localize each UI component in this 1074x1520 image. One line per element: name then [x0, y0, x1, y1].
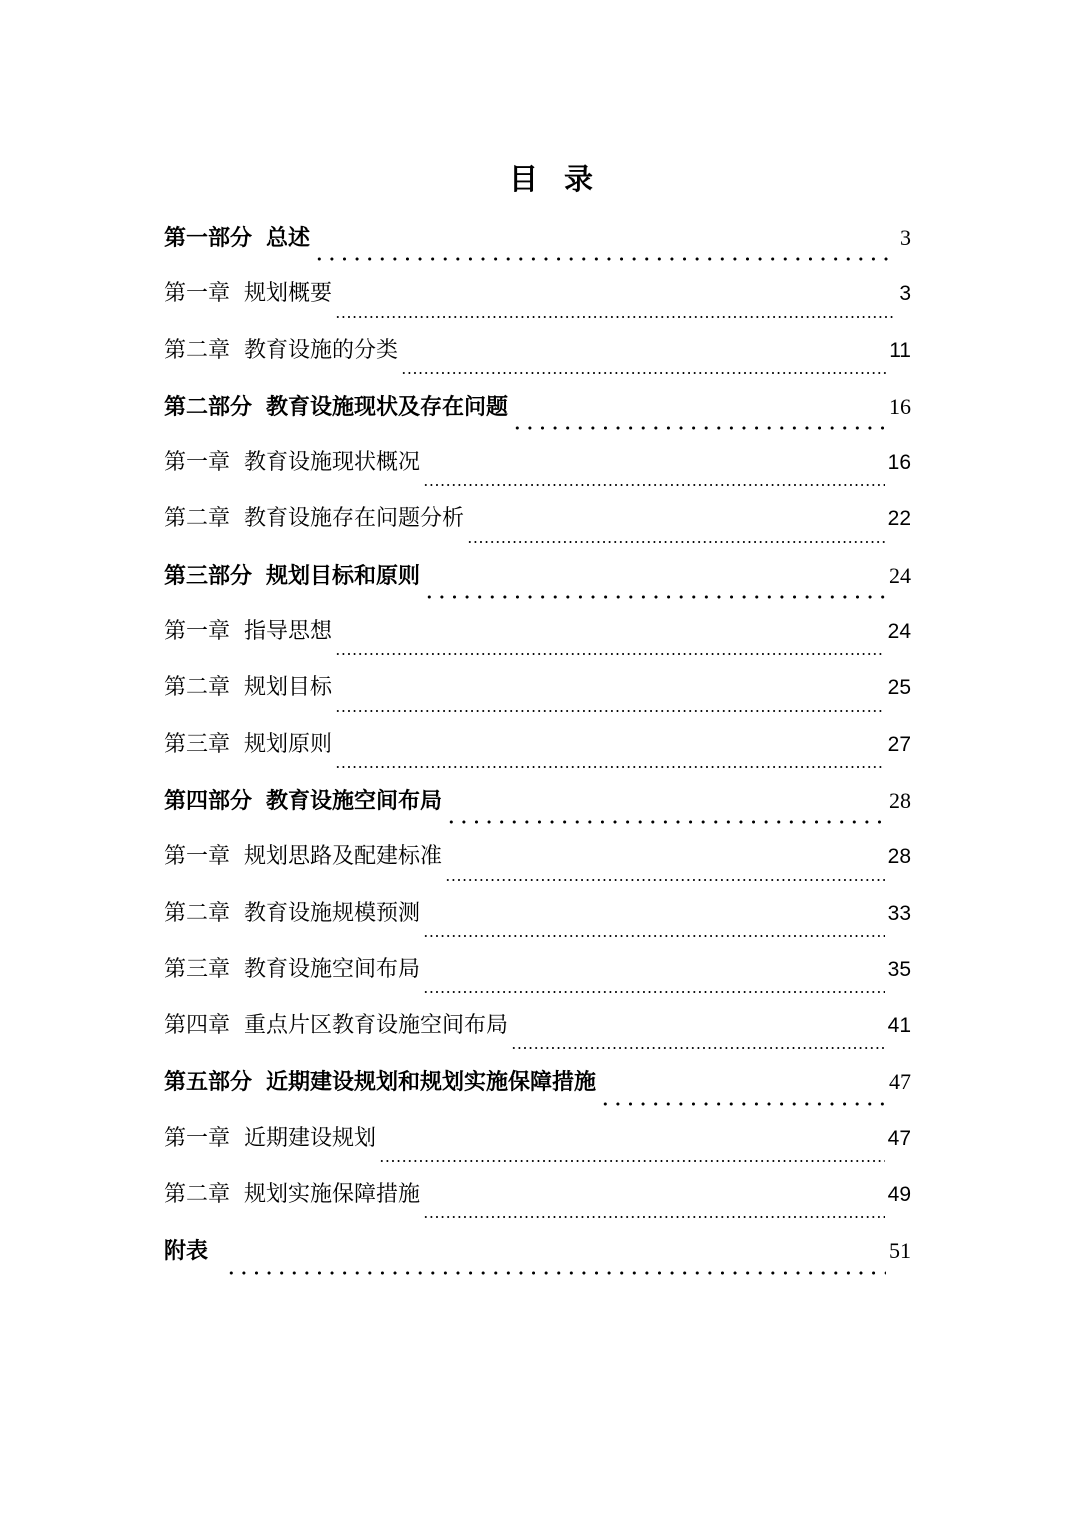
toc-entry-label — [164, 779, 442, 823]
toc-entry-part[interactable] — [164, 779, 911, 835]
toc-entry-title: 规划目标和原则 — [266, 562, 421, 589]
toc-entry-part[interactable] — [164, 385, 911, 441]
toc-entry-page-number: 41 — [887, 1014, 911, 1038]
toc-entry-number: 第三章 — [164, 956, 231, 982]
toc-entry-page-number: 27 — [887, 732, 911, 756]
toc-entry-number: 第一章 — [164, 1125, 231, 1151]
toc-dot-leader — [599, 1083, 886, 1107]
toc-entry-label — [164, 329, 398, 373]
toc-entry-number: 第一章 — [164, 281, 231, 307]
toc-entry-label — [164, 497, 464, 541]
toc-entry-number: 第一部分 — [164, 225, 253, 251]
toc-entry-number: 第一章 — [164, 619, 231, 645]
toc-entry-page-number: 51 — [889, 1238, 911, 1264]
toc-entry-label — [164, 610, 332, 654]
toc-entry-number: 第二章 — [164, 675, 231, 701]
toc-entry-label — [164, 948, 420, 992]
toc-entry-part[interactable] — [164, 216, 911, 272]
toc-entry-page-number: 25 — [887, 676, 911, 700]
toc-dot-leader — [313, 238, 897, 262]
toc-entry-title: 教育设施的分类 — [244, 337, 399, 363]
toc-dot-leader — [423, 914, 885, 938]
toc-entry-label — [164, 1004, 508, 1048]
toc-dot-leader — [401, 351, 886, 375]
toc-entry-label — [164, 1229, 222, 1273]
toc-entry-label — [164, 441, 420, 485]
toc-entry-number: 第一章 — [164, 844, 231, 870]
toc-entry-title: 规划思路及配建标准 — [244, 844, 443, 870]
toc-entry-label — [164, 1060, 596, 1104]
toc-entry-page-number: 28 — [887, 845, 911, 869]
toc-dot-leader — [423, 1195, 885, 1219]
toc-entry-part[interactable] — [164, 554, 911, 610]
toc-entry-title: 教育设施规模预测 — [244, 900, 421, 926]
toc-entry-page-number: 33 — [887, 901, 911, 925]
toc-entry-chapter[interactable] — [164, 666, 911, 722]
toc-entry-number: 第二部分 — [164, 393, 253, 420]
toc-entry-page-number: 49 — [887, 1183, 911, 1207]
toc-entry-page-number: 35 — [887, 957, 911, 981]
toc-entry-chapter[interactable] — [164, 497, 911, 553]
toc-entry-chapter[interactable] — [164, 1117, 911, 1173]
toc-entry-page-number: 47 — [889, 1069, 911, 1095]
toc-entry-title: 重点片区教育设施空间布局 — [244, 1013, 509, 1039]
toc-dot-leader — [423, 576, 886, 600]
toc-entry-number: 第二章 — [164, 337, 231, 363]
toc-entry-chapter[interactable] — [164, 723, 911, 779]
toc-entry-page-number: 3 — [899, 282, 911, 306]
toc-entry-title: 教育设施现状及存在问题 — [266, 393, 509, 420]
toc-entry-title: 总述 — [266, 225, 311, 251]
toc-entry-title: 规划目标 — [244, 675, 333, 701]
toc-dot-leader — [445, 801, 886, 825]
toc-entry-label — [164, 1117, 376, 1161]
toc-entry-title: 指导思想 — [244, 619, 333, 645]
toc-entry-page-number: 11 — [889, 338, 911, 362]
toc-entry-chapter[interactable] — [164, 441, 911, 497]
toc-dot-leader — [511, 1026, 885, 1050]
toc-entry-page-number: 24 — [887, 620, 911, 644]
toc-entry-title: 规划实施保障措施 — [244, 1182, 421, 1208]
toc-entry-label — [164, 385, 508, 429]
toc-entry-label — [164, 892, 420, 936]
toc-entry-chapter[interactable] — [164, 1004, 911, 1060]
toc-entry-number: 第四章 — [164, 1013, 231, 1039]
toc-dot-leader — [511, 407, 886, 431]
toc-entry-title: 教育设施空间布局 — [266, 787, 443, 814]
toc-dot-leader — [423, 463, 885, 487]
toc-entry-part[interactable] — [164, 1060, 911, 1116]
toc-entry-title: 教育设施空间布局 — [244, 956, 421, 982]
toc-entry-number: 第四部分 — [164, 787, 253, 814]
toc-dot-leader — [445, 858, 885, 882]
toc-entry-number: 第一章 — [164, 450, 231, 476]
toc-entry-title: 规划概要 — [244, 281, 333, 307]
toc-entry-number: 附表 — [164, 1238, 209, 1265]
toc-entry-title: 教育设施现状概况 — [244, 450, 421, 476]
toc-dot-leader — [467, 520, 885, 544]
toc-dot-leader — [335, 689, 885, 713]
toc-entry-chapter[interactable] — [164, 835, 911, 891]
toc-entry-number: 第三部分 — [164, 562, 253, 589]
toc-entry-page-number: 3 — [900, 225, 911, 250]
toc-entry-label — [164, 216, 310, 260]
toc-entry-label — [164, 835, 442, 879]
toc-entry-page-number: 22 — [887, 507, 911, 531]
toc-entry-title: 教育设施存在问题分析 — [244, 506, 465, 532]
toc-entry-page-number: 28 — [889, 787, 911, 813]
toc-dot-leader — [423, 970, 885, 994]
toc-entry-page-number: 16 — [889, 393, 911, 419]
toc-entry-title: 近期建设规划 — [244, 1125, 377, 1151]
toc-entry-label — [164, 666, 332, 710]
toc-entry-label — [164, 554, 420, 598]
toc-entry-label — [164, 272, 332, 316]
toc-entry-chapter[interactable] — [164, 892, 911, 948]
toc-dot-leader — [225, 1252, 886, 1276]
toc-entry-title: 近期建设规划和规划实施保障措施 — [266, 1069, 597, 1096]
toc-entry-title: 规划原则 — [244, 731, 333, 757]
toc-entry-appendix[interactable] — [164, 1229, 911, 1285]
toc-entry-page-number: 47 — [887, 1126, 911, 1150]
toc-title: 目录 — [508, 162, 619, 196]
toc-entry-chapter[interactable] — [164, 1173, 911, 1229]
toc-entry-chapter[interactable] — [164, 272, 911, 328]
toc-entry-chapter[interactable] — [164, 948, 911, 1004]
toc-entry-number: 第二章 — [164, 900, 231, 926]
toc-dot-leader — [335, 632, 885, 656]
toc-entry-number: 第三章 — [164, 731, 231, 757]
toc-entry-number: 第五部分 — [164, 1069, 253, 1096]
toc-entry-page-number: 16 — [887, 451, 911, 475]
toc-entry-number: 第二章 — [164, 1182, 231, 1208]
toc-entry-chapter[interactable] — [164, 610, 911, 666]
toc-entry-label — [164, 723, 332, 767]
toc-entry-label — [164, 1173, 420, 1217]
toc-list — [164, 216, 911, 1286]
toc-entry-page-number: 24 — [889, 562, 911, 588]
toc-entry-number: 第二章 — [164, 506, 231, 532]
toc-entry-chapter[interactable] — [164, 329, 911, 385]
toc-dot-leader — [335, 745, 885, 769]
toc-dot-leader — [335, 295, 896, 319]
toc-dot-leader — [379, 1139, 885, 1163]
